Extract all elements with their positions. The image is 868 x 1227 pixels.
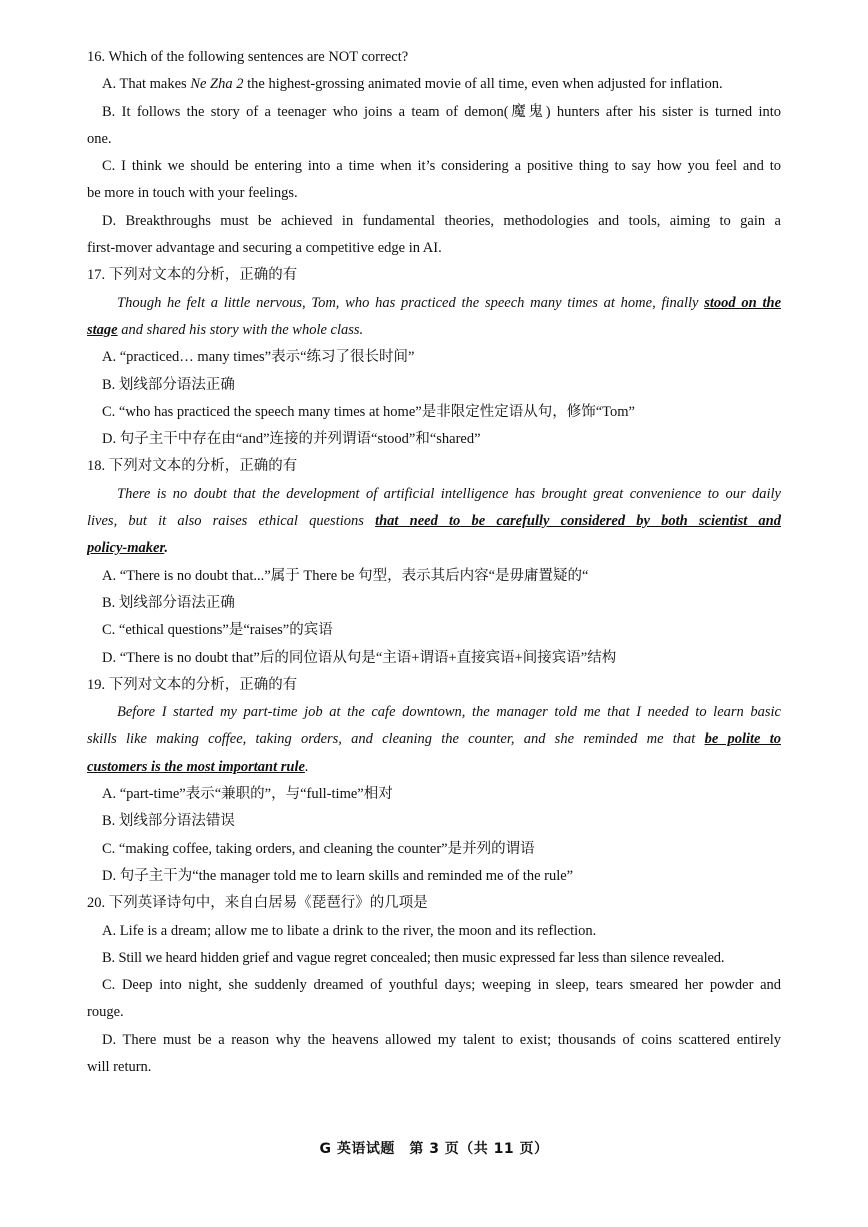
question-17-option-b: B. 划线部分语法正确 <box>102 376 235 393</box>
question-19-option-a: A. “part-time”表示“兼职的”，与“full-time”相对 <box>102 786 393 803</box>
question-19-context-end: customers is the most important rule. <box>87 758 309 775</box>
question-18-option-b: B. 划线部分语法正确 <box>102 594 235 611</box>
question-20-option-c: C. Deep into night, she suddenly dreamed of youthful days; weeping in sleep, tears smeared her powder and <box>102 977 781 994</box>
underlined-part: customers is the most important rule <box>87 758 305 775</box>
question-16-option-d-cont: first-mover advantage and securing a competitive edge in AI. <box>87 240 442 257</box>
question-17-stem: 17. 下列对文本的分析，正确的有 <box>87 267 298 284</box>
question-19-context-cont: skills like making coffee, taking orders, and cleaning the counter, and she reminded me that be polite to <box>87 731 781 748</box>
question-17-option-a: A. “practiced… many times”表示“练习了很长时间” <box>102 349 415 366</box>
question-20-option-c-cont: rouge. <box>87 1004 124 1021</box>
question-20-option-b: B. Still we heard hidden grief and vague regret concealed; then music expressed far less than silence revealed. <box>102 949 725 966</box>
question-19-context: Before I started my part-time job at the cafe downtown, the manager told me that I needed to learn basic <box>117 704 781 721</box>
question-19-option-c: C. “making coffee, taking orders, and cleaning the counter”是并列的谓语 <box>102 840 535 857</box>
question-17-context: Though he felt a little nervous, Tom, who has practiced the speech many times at home, finally stood on the <box>117 294 781 311</box>
question-19-stem: 19. 下列对文本的分析，正确的有 <box>87 676 298 693</box>
question-17-context-cont: stage and shared his story with the whole class. <box>87 321 364 338</box>
question-18-stem: 18. 下列对文本的分析，正确的有 <box>87 458 298 475</box>
question-16-option-b-cont: one. <box>87 130 112 147</box>
question-17-option-d: D. 句子主干中存在由“and”连接的并列谓语“stood”和“shared” <box>102 431 481 448</box>
exam-page <box>87 44 781 1081</box>
question-16-option-b: B. It follows the story of a teenager who joins a team of demon(魔鬼) hunters after his sister is turned into <box>102 103 781 120</box>
question-19-option-d: D. 句子主干为“the manager told me to learn skills and reminded me of the rule” <box>102 867 574 884</box>
question-17-option-c: C. “who has practiced the speech many times at home”是非限定性定语从句，修饰“Tom” <box>102 403 635 420</box>
question-16-option-c: C. I think we should be entering into a time when it’s considering a positive thing to say how you feel and to <box>102 158 781 175</box>
question-18-option-c: C. “ethical questions”是“raises”的宾语 <box>102 622 333 639</box>
underlined-part: stage <box>87 321 118 338</box>
question-20-option-d-cont: will return. <box>87 1058 152 1075</box>
underlined-part: that need to be carefully considered by both scientist and <box>375 513 781 530</box>
question-18-option-d: D. “There is no doubt that”后的同位语从句是“主语+谓语+直接宾语+间接宾语”结构 <box>102 649 617 666</box>
question-16-option-d: D. Breakthroughs must be achieved in fundamental theories, methodologies and tools, aiming to gain a <box>102 212 781 229</box>
question-18-option-a: A. “There is no doubt that...”属于 There be 句型，表示其后内容“是毋庸置疑的“ <box>102 567 589 584</box>
question-16-option-a: A. That makes Ne Zha 2 the highest-grossing animated movie of all time, even when adjusted for inflation. <box>102 76 723 93</box>
question-16-stem: 16. Which of the following sentences are NOT correct? <box>87 49 409 65</box>
question-19-option-b: B. 划线部分语法错误 <box>102 813 235 830</box>
question-18-context-end: policy-maker. <box>87 540 168 557</box>
question-20-option-a: A. Life is a dream; allow me to libate a drink to the river, the moon and its reflection. <box>102 922 597 939</box>
question-20-stem: 20. 下列英译诗句中，来自白居易《琵琶行》的几项是 <box>87 895 428 912</box>
underlined-part: be polite to <box>704 731 781 748</box>
question-18-context: There is no doubt that the development of artificial intelligence has brought great convenience to our daily <box>117 485 781 502</box>
question-16-option-c-cont: be more in touch with your feelings. <box>87 185 298 202</box>
movie-title: Ne Zha 2 <box>190 76 244 93</box>
underlined-part: policy-maker <box>87 540 165 557</box>
page-footer: G 英语试题 第 3 页（共 11 页） <box>319 1141 549 1157</box>
underlined-part: stood on the <box>704 294 781 311</box>
question-20-option-d: D. There must be a reason why the heavens allowed my talent to exist; thousands of coins scattered entirely <box>102 1031 781 1048</box>
question-18-context-cont: lives, but it also raises ethical questions that need to be carefully considered by both scientist and <box>87 513 781 530</box>
